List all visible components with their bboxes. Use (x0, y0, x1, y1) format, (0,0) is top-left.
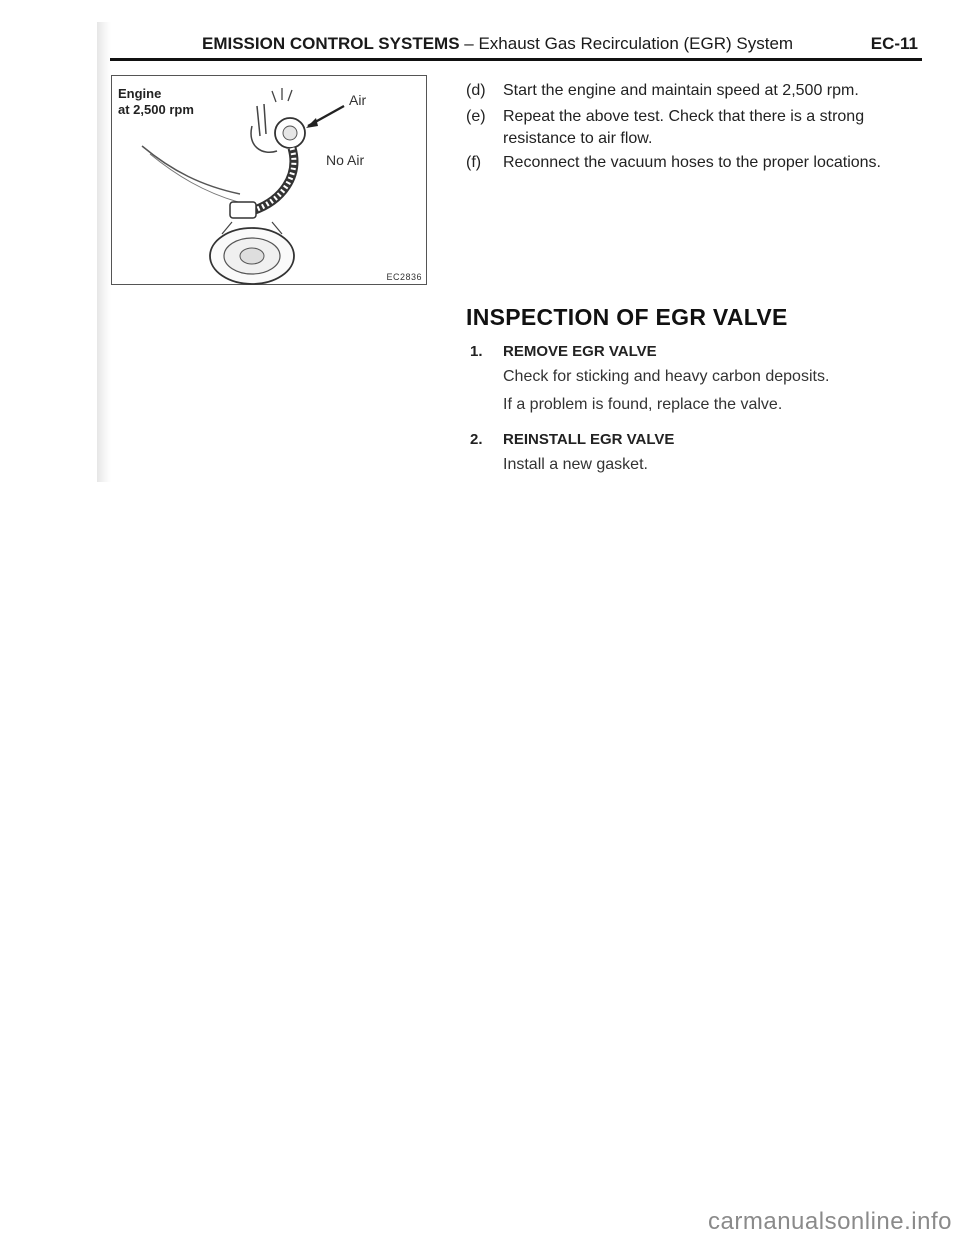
header-rule (110, 58, 922, 61)
item-label: REMOVE EGR VALVE (503, 343, 657, 360)
item-number: 1. (470, 343, 483, 360)
item-1-body-line: Check for sticking and heavy carbon deposits. (503, 368, 830, 385)
step-text-cont: resistance to air flow. (503, 130, 653, 147)
step-text: Repeat the above test. Check that there is a strong (503, 108, 865, 125)
page-code: EC-11 (870, 34, 918, 53)
watermark: carmanualsonline.info (708, 1208, 952, 1235)
step-mark: (f) (466, 154, 482, 171)
air-label: Air (349, 92, 367, 108)
egr-valve-illustration (112, 76, 428, 286)
engine-label-line2: at 2,500 rpm (118, 102, 194, 117)
engine-label-line1: Engine (118, 86, 162, 101)
page-binding-shadow (97, 22, 111, 482)
item-2-body-line: Install a new gasket. (503, 456, 648, 473)
figure-code: EC2836 (386, 272, 422, 282)
step-mark: (d) (466, 82, 486, 99)
no-air-label: No Air (326, 152, 365, 168)
step-text: Start the engine and maintain speed at 2,500 rpm. (503, 82, 859, 99)
section-title: INSPECTION OF EGR VALVE (466, 304, 788, 330)
page-header (110, 30, 930, 60)
header-section: EMISSION CONTROL SYSTEMS (202, 34, 460, 53)
item-number: 2. (470, 431, 483, 448)
header-subsection: – Exhaust Gas Recirculation (EGR) System (459, 34, 794, 53)
step-text: Reconnect the vacuum hoses to the proper locations. (503, 154, 881, 171)
item-label: REINSTALL EGR VALVE (503, 431, 675, 448)
header-title (202, 34, 793, 54)
step-mark: (e) (466, 108, 486, 125)
item-1-body-line: If a problem is found, replace the valve. (503, 396, 783, 413)
egr-test-figure (111, 75, 427, 285)
